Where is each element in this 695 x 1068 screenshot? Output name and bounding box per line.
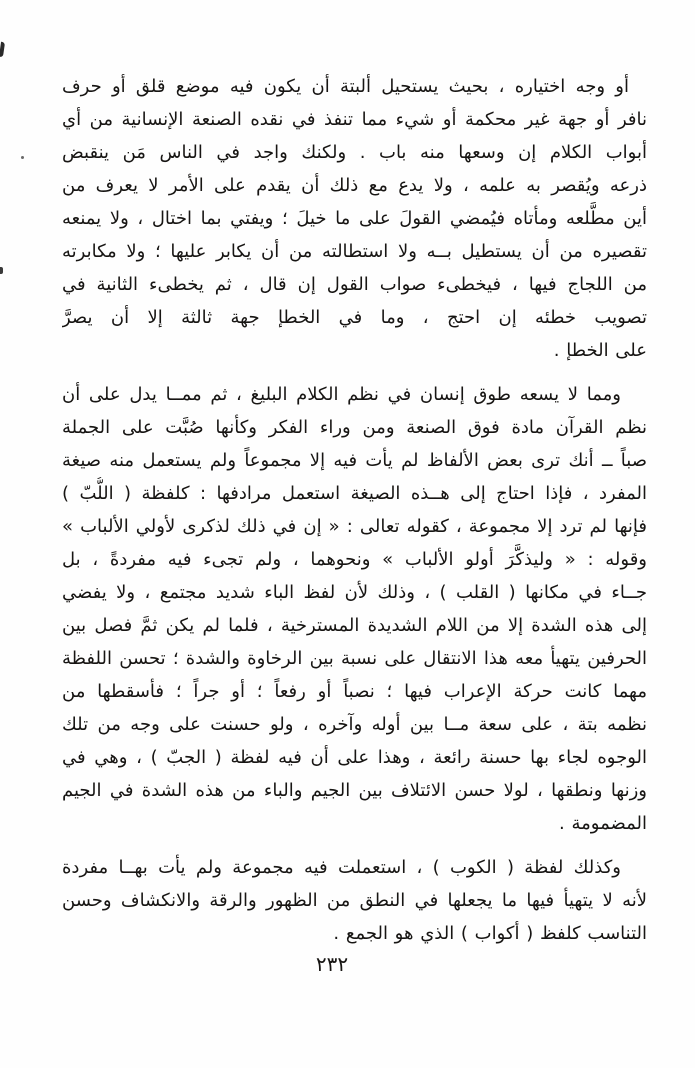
text-line: وكذلك لفظة ( الكوب ) ، استعملت فيه مجموعة ولم يأت بهــا مفردة [62,857,621,878]
text-line: من اللجاج فيها ، فيخطىء صواب القول إن قال ، ثم يخطىء الثانية في [62,274,647,295]
text-line: صباً ــ أنك ترى بعض الألفاظ لم يأت فيه إلا مجموعاً ولم يستعمل منه صيغة [62,450,647,471]
text-line: نظمه بتة ، على سعة مــا بين أوله وآخره ، ولو حسنت على وجه من تلك [62,714,647,735]
text-line: نظم القرآن مادة فوق الصنعة ومن وراء الفكر وكأنها صُبَّت على الجملة [62,417,647,438]
text-line: التناسب كلفظ ( أكواب ) الذي هو الجمع . [333,923,647,944]
text-line: نافر أو جهة غير محكمة أو شيء مما تنفذ في نقده الصنعة الإنسانية من أي [62,109,647,130]
text-line: أو وجه اختياره ، بحيث يستحيل ألبتة أن يكون فيه موضع قلق أو حرف [62,76,629,97]
text-line: الحرفين يتهيأ معه هذا الانتقال على نسبة بين الرخاوة والشدة ؛ تحسن اللفظة [62,648,647,669]
text-line: أين مطَّلعه ومأتاه فيُمضي القولَ على ما خيلَ ؛ ويفتي بما اختال ، ولا يمنعه [62,208,647,229]
page-text [62,70,647,961]
text-line: الوجوه لجاء بها حسنة رائعة ، وهذا على أن فيه لفظة ( الجبّ ) ، وهي في [62,747,647,768]
text-line: ذرعه ويُقصر به علمه ، ولا يدع مع ذلك أن يقدم على الأمر لا يعرف من [62,175,647,196]
scan-artifact [0,267,3,274]
text-line: وزنها ونطقها ، لولا حسن الائتلاف بين الجيم والباء من هذه الشدة في الجيم [62,780,647,801]
page-number: ٢٣٢ [315,952,349,976]
scan-artifact [0,42,5,57]
text-line: فإنها لم ترد إلا مجموعة ، كقوله تعالى : « إن في ذلك لذكرى لأولي الألباب » [62,516,647,537]
text-line: أبواب الكلام إن وسعها منه باب . ولكنك واجد في الناس مَن ينقبض [62,142,647,163]
text-line: وقوله : « وليذكَّرَ أولو الألباب » ونحوهما ، ولم تجىء فيه مفردةً ، بل [62,549,647,570]
text-line: لأنه لا يتهيأ فيها ما يجعلها في النطق من الظهور والرقة والانكشاف وحسن [62,890,647,911]
text-line: على الخطإ . [553,340,647,361]
scan-artifact [21,156,24,159]
text-line: المفرد ، فإذا احتاج إلى هــذه الصيغة استعمل مرادفها : كلفظة ( اللُّبّ ) [62,483,647,504]
text-line: إلى هذه الشدة إلا من اللام الشديدة المسترخية ، فلما لم يكن ثمَّ فصل بين [62,615,647,636]
text-line: تقصيره من أن يستطيل بــه ولا استطالته من أن يكابر عليها ؛ ولا مكابرته [62,241,647,262]
text-line: ومما لا يسعه طوق إنسان في نظم الكلام البليغ ، ثم ممــا يدل على أن [62,384,621,405]
text-line: جــاء في مكانها ( القلب ) ، وذلك لأن لفظ الباء شديد مجتمع ، ولا يفضي [62,582,647,603]
text-line: تصويب خطئه إن احتج ، وما في الخطإ جهة ثالثة إلا أن يصرَّ [62,307,647,328]
text-line: مهما كانت حركة الإعراب فيها ؛ نصباً أو رفعاً ؛ أو جراً ؛ فأسقطها من [62,681,647,702]
paragraph-2 [62,378,647,840]
paragraph-1 [62,70,647,367]
text-line: المضمومة . [559,813,647,834]
paragraph-3 [62,851,647,950]
